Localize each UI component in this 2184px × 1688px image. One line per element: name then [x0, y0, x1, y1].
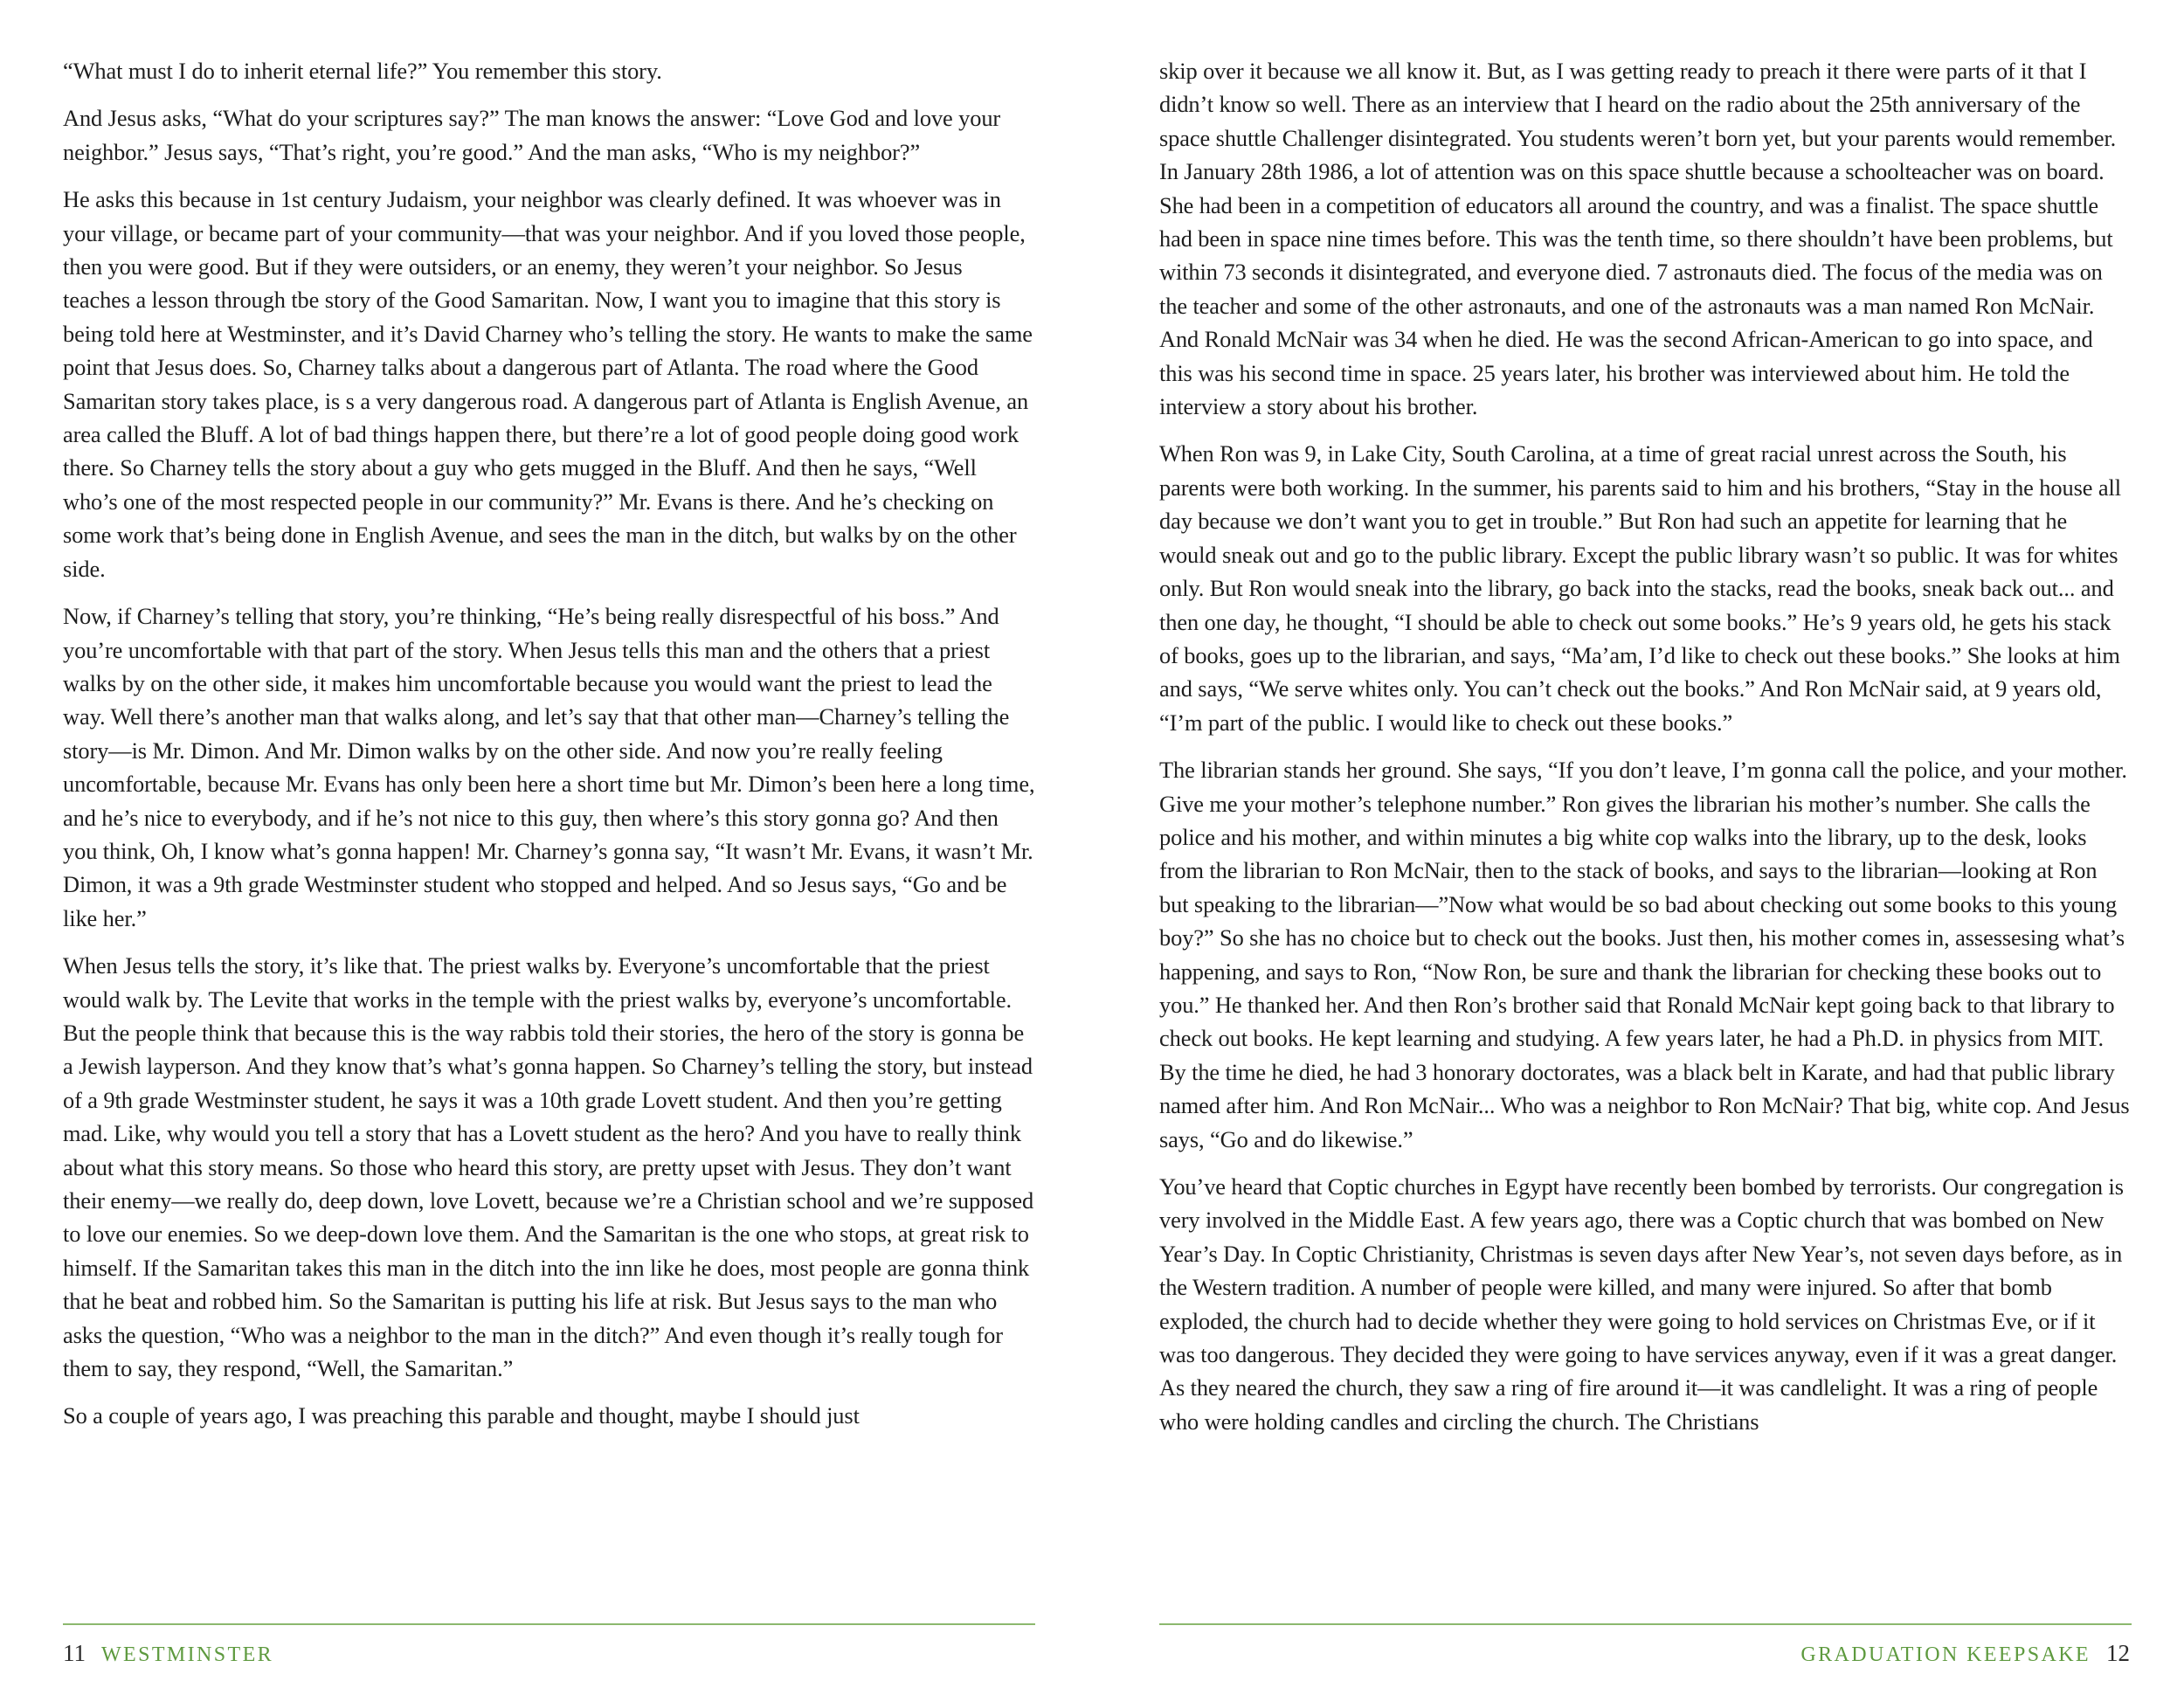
right-page [1092, 0, 2184, 1688]
left-text-column [63, 54, 1035, 1447]
page-number: 12 [2106, 1640, 2130, 1666]
right-footer [1800, 1636, 2130, 1671]
paragraph: He asks this because in 1st century Judaism, your neighbor was clearly defined. It was whoever was in your village, or became part of your community—that was your neighbor. And if you loved those people, then you were good. But if they were outsiders, or an enemy, they weren’t your neighbor. So Jesus teaches a lesson through tbe story of the Good Samaritan. Now, I want you to imagine that this story is being told here at Westminster, and it’s David Charney who’s telling the story. He wants to make the same point that Jesus does. So, Charney talks about a dangerous part of Atlanta. The road where the Good Samaritan story takes place, is s a very dangerous road. A dangerous part of Atlanta is English Avenue, an area called the Bluff. A lot of bad things happen there, but there’re a lot of good people doing good work there. So Charney tells the story about a guy who gets mugged in the Bluff. And then he says, “Well who’s one of the most respected people in our community?” Mr. Evans is there. And he’s checking on some work that’s being done in English Avenue, and sees the man in the ditch, but walks by on the other side. [63, 186, 1033, 582]
publication-name: WESTMINSTER [101, 1643, 274, 1666]
page-number: 11 [63, 1640, 86, 1666]
paragraph: So a couple of years ago, I was preaching this parable and thought, maybe I should just [63, 1402, 860, 1429]
publication-name: GRADUATION KEEPSAKE [1800, 1643, 2091, 1666]
paragraph: And Jesus asks, “What do your scriptures say?” The man knows the answer: “Love God and love your neighbor.” Jesus says, “That’s right, you’re good.” And the man asks, “Who is my neighbor?” [63, 105, 1001, 165]
right-text-column [1159, 54, 2130, 1452]
paragraph: You’ve heard that Coptic churches in Egypt have recently been bombed by terrorists. Our congregation is very involved in the Middle East. A few years ago, there was a Coptic church that was bombed on New Year’s Day. In Coptic Christianity, Christmas is seven days after New Year’s, not seven days before, as in the Western tradition. A number of people were killed, and many were injured. So after that bomb exploded, the church had to decide whether they were going to hold services on Christmas Eve, or if it was too dangerous. They decided they were going to have services anyway, even if it was a great danger. As they neared the church, they saw a ring of fire around it—it was candlelight. It was a ring of people who were holding candles and circling the church. The Christians [1159, 1173, 2124, 1435]
left-footer [63, 1636, 273, 1671]
paragraph: skip over it because we all know it. But, as I was getting ready to preach it there were parts of it that I didn’t know so well. There as an interview that I heard on the radio about the 25th anniversary of the space shuttle Challenger disintegrated. You students weren’t born yet, but your parents would remember. In January 28th 1986, a lot of attention was on this space shuttle because a schoolteacher was on board. She had been in a competition of educators all around the country, and was a finalist. The space shuttle had been in space nine times before. This was the tenth time, so there shouldn’t have been problems, but within 73 seconds it disintegrated, and everyone died. 7 astronauts died. The focus of the media was on the teacher and some of the other astronauts, and one of the astronauts was a man named Ron McNair. And Ronald McNair was 34 when he died. He was the second African-American to go into space, and this was his second time in space. 25 years later, his brother was interviewed about him. He told the interview a story about his brother. [1159, 58, 2117, 420]
paragraph: The librarian stands her ground. She says, “If you don’t leave, I’m gonna call the police, and your mother. Give me your mother’s telephone number.” Ron gives the librarian his mother’s number. She calls the police and his mother, and within minutes a big white cop walks into the library, up to the desk, looks from the librarian to Ron McNair, then to the stack of books, and says to the librarian—looking at Ron but speaking to the librarian—”Now what would be so bad about checking out some books to this young boy?” So she has no choice but to check out the books. Just then, his mother comes in, assessesing what’s happening, and says to Ron, “Now Ron, be sure and thank the librarian for checking these books out to you.” He thanked her. And then Ron’s brother said that Ronald McNair kept going back to that library to check out books. He kept learning and studying. A few years later, he had a Ph.D. in physics from MIT. By the time he died, he had 3 honorary doctorates, was a black belt in Karate, and had that public library named after him. And Ron McNair... Who was a neighbor to Ron McNair? That big, white cop. And Jesus says, “Go and do likewise.” [1159, 757, 2130, 1152]
paragraph: When Jesus tells the story, it’s like that. The priest walks by. Everyone’s uncomfortable that the priest would walk by. The Levite that works in the temple with the priest walks by, everyone’s uncomfortable. But the people think that because this is the way rabbis told their stories, the hero of the story is gonna be a Jewish layperson. And they know that’s what’s gonna happen. So Charney’s telling the story, but instead of a 9th grade Westminster student, he says it was a 10th grade Lovett student. And then you’re getting mad. Like, why would you tell a story that has a Lovett student as the hero? And you have to really think about what this story means. So those who heard this story, are pretty upset with Jesus. They don’t want their enemy—we really do, deep down, love Lovett, because we’re a Christian school and we’re supposed to love our enemies. So we deep-down love them. And the Samaritan is the one who stops, at great risk to himself. If the Samaritan takes this man in the ditch into the inn like he does, most people are gonna think that he beat and robbed him. So the Samaritan is putting his life at risk. But Jesus says to the man who asks the question, “Who was a neighbor to the man in the ditch?” And even though it’s really tough for them to say, they respond, “Well, the Samaritan.” [63, 952, 1034, 1382]
paragraph: Now, if Charney’s telling that story, you’re thinking, “He’s being really disrespectful of his boss.” And you’re uncomfortable with that part of the story. When Jesus tells this man and the others that a priest walks by on the other side, it makes him uncomfortable because you would want the priest to lead the way. Well there’s another man that walks along, and let’s say that that other man—Charney’s telling the story—is Mr. Dimon. And Mr. Dimon walks by on the other side. And now you’re really feeling uncomfortable, because Mr. Evans has only been here a short time but Mr. Dimon’s been here a long time, and he’s nice to everybody, and if he’s not nice to this guy, then where’s this story gonna go? And then you think, Oh, I know what’s gonna happen! Mr. Charney’s gonna say, “It wasn’t Mr. Evans, it wasn’t Mr. Dimon, it was a 9th grade Westminster student who stopped and helped. And so Jesus says, “Go and be like her.” [63, 603, 1035, 931]
footer-divider [63, 1623, 1035, 1625]
paragraph: When Ron was 9, in Lake City, South Carolina, at a time of great racial unrest across the South, his parents were both working. In the summer, his parents said to him and his brothers, “Stay in the house all day because we don’t want you to get in trouble.” But Ron had such an appetite for learning that he would sneak out and go to the public library. Except the public library wasn’t so public. It was for whites only. But Ron would sneak into the library, go back into the stacks, read the books, sneak back out... and then one day, he thought, “I should be able to check out some books.” He’s 9 years old, he gets his stack of books, goes up to the librarian, and says, “Ma’am, I’d like to check out these books.” She looks at him and says, “We serve whites only. You can’t check out the books.” And Ron McNair said, at 9 years old, “I’m part of the public. I would like to check out these books.” [1159, 440, 2121, 736]
footer-divider [1159, 1623, 2132, 1625]
paragraph: “What must I do to inherit eternal life?” You remember this story. [63, 58, 662, 84]
